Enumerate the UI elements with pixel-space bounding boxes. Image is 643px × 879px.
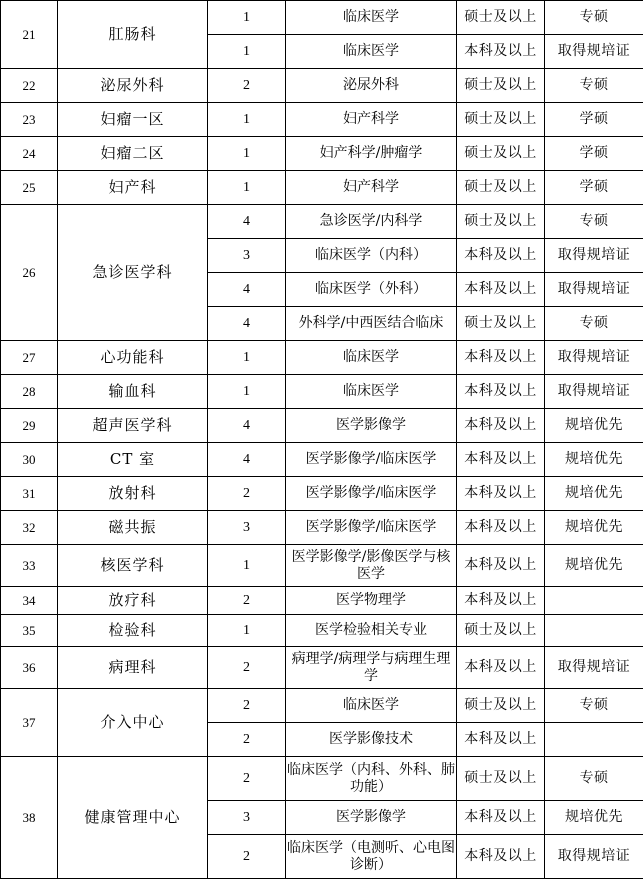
major-requirement: 妇产科学/肿瘤学: [286, 137, 457, 171]
education-requirement: 本科及以上: [457, 35, 545, 69]
department-name: CT 室: [58, 443, 208, 477]
education-requirement: 硕士及以上: [457, 689, 545, 723]
education-requirement: 本科及以上: [457, 511, 545, 545]
remark: 学硕: [545, 103, 643, 137]
remark: 专硕: [545, 69, 643, 103]
remark: 规培优先: [545, 545, 643, 587]
major-requirement: 医学影像学/影像医学与核医学: [286, 545, 457, 587]
table-row: [1, 443, 643, 477]
table-row: [1, 757, 643, 801]
major-requirement: 临床医学（外科）: [286, 273, 457, 307]
education-requirement: 硕士及以上: [457, 615, 545, 647]
major-requirement: 临床医学: [286, 375, 457, 409]
headcount: 1: [208, 545, 286, 587]
major-requirement: 妇产科学: [286, 103, 457, 137]
headcount: 2: [208, 587, 286, 615]
remark: 规培优先: [545, 477, 643, 511]
major-requirement: 临床医学: [286, 35, 457, 69]
education-requirement: 硕士及以上: [457, 205, 545, 239]
department-name: 妇瘤二区: [58, 137, 208, 171]
major-requirement: 妇产科学: [286, 171, 457, 205]
headcount: 2: [208, 757, 286, 801]
major-requirement: 医学检验相关专业: [286, 615, 457, 647]
table-row: [1, 69, 643, 103]
education-requirement: 本科及以上: [457, 477, 545, 511]
remark: 学硕: [545, 137, 643, 171]
row-number: 31: [1, 477, 58, 511]
remark: 专硕: [545, 307, 643, 341]
major-requirement: 外科学/中西医结合临床: [286, 307, 457, 341]
education-requirement: 硕士及以上: [457, 171, 545, 205]
department-name: 超声医学科: [58, 409, 208, 443]
department-name: 检验科: [58, 615, 208, 647]
table-row: [1, 171, 643, 205]
major-requirement: 临床医学（内科、外科、肺功能）: [286, 757, 457, 801]
major-requirement: 医学影像技术: [286, 723, 457, 757]
remark: 规培优先: [545, 443, 643, 477]
headcount: 4: [208, 443, 286, 477]
major-requirement: 医学影像学: [286, 801, 457, 835]
row-number: 38: [1, 757, 58, 879]
table-row: [1, 137, 643, 171]
major-requirement: 临床医学: [286, 1, 457, 35]
row-number: 28: [1, 375, 58, 409]
headcount: 1: [208, 375, 286, 409]
headcount: 4: [208, 307, 286, 341]
row-number: 23: [1, 103, 58, 137]
headcount: 1: [208, 35, 286, 69]
table-row: [1, 205, 643, 239]
education-requirement: 硕士及以上: [457, 1, 545, 35]
headcount: 2: [208, 69, 286, 103]
table-body: [1, 1, 643, 879]
department-name: 输血科: [58, 375, 208, 409]
remark: 取得规培证: [545, 35, 643, 69]
education-requirement: 本科及以上: [457, 545, 545, 587]
remark: [545, 615, 643, 647]
education-requirement: 硕士及以上: [457, 137, 545, 171]
headcount: 1: [208, 341, 286, 375]
headcount: 1: [208, 137, 286, 171]
table-row: [1, 341, 643, 375]
major-requirement: 医学物理学: [286, 587, 457, 615]
education-requirement: 硕士及以上: [457, 69, 545, 103]
education-requirement: 本科及以上: [457, 375, 545, 409]
headcount: 1: [208, 103, 286, 137]
row-number: 27: [1, 341, 58, 375]
education-requirement: 硕士及以上: [457, 103, 545, 137]
table-row: [1, 689, 643, 723]
remark: 规培优先: [545, 801, 643, 835]
table-row: [1, 409, 643, 443]
headcount: 3: [208, 239, 286, 273]
row-number: 24: [1, 137, 58, 171]
major-requirement: 临床医学: [286, 689, 457, 723]
headcount: 2: [208, 647, 286, 689]
education-requirement: 本科及以上: [457, 723, 545, 757]
headcount: 4: [208, 205, 286, 239]
table-row: [1, 545, 643, 587]
department-name: 核医学科: [58, 545, 208, 587]
remark: 取得规培证: [545, 273, 643, 307]
row-number: 37: [1, 689, 58, 757]
row-number: 21: [1, 1, 58, 69]
department-name: 泌尿外科: [58, 69, 208, 103]
remark: 专硕: [545, 205, 643, 239]
remark: 规培优先: [545, 409, 643, 443]
education-requirement: 本科及以上: [457, 443, 545, 477]
row-number: 35: [1, 615, 58, 647]
department-name: 放疗科: [58, 587, 208, 615]
major-requirement: 医学影像学: [286, 409, 457, 443]
remark: 规培优先: [545, 511, 643, 545]
headcount: 3: [208, 801, 286, 835]
row-number: 36: [1, 647, 58, 689]
remark: 取得规培证: [545, 375, 643, 409]
education-requirement: 本科及以上: [457, 341, 545, 375]
headcount: 2: [208, 723, 286, 757]
remark: [545, 723, 643, 757]
row-number: 29: [1, 409, 58, 443]
major-requirement: 医学影像学/临床医学: [286, 477, 457, 511]
major-requirement: 病理学/病理学与病理生理学: [286, 647, 457, 689]
remark: 取得规培证: [545, 835, 643, 879]
remark: 专硕: [545, 1, 643, 35]
headcount: 1: [208, 171, 286, 205]
row-number: 34: [1, 587, 58, 615]
headcount: 1: [208, 1, 286, 35]
row-number: 25: [1, 171, 58, 205]
major-requirement: 临床医学: [286, 341, 457, 375]
department-name: 健康管理中心: [58, 757, 208, 879]
table-row: [1, 647, 643, 689]
department-name: 介入中心: [58, 689, 208, 757]
remark: 取得规培证: [545, 647, 643, 689]
major-requirement: 医学影像学/临床医学: [286, 443, 457, 477]
remark: [545, 587, 643, 615]
education-requirement: 本科及以上: [457, 835, 545, 879]
department-name: 妇瘤一区: [58, 103, 208, 137]
headcount: 4: [208, 409, 286, 443]
headcount: 4: [208, 273, 286, 307]
education-requirement: 本科及以上: [457, 647, 545, 689]
education-requirement: 硕士及以上: [457, 307, 545, 341]
department-name: 病理科: [58, 647, 208, 689]
headcount: 2: [208, 689, 286, 723]
table-row: [1, 587, 643, 615]
remark: 取得规培证: [545, 239, 643, 273]
education-requirement: 本科及以上: [457, 239, 545, 273]
remark: 专硕: [545, 689, 643, 723]
row-number: 22: [1, 69, 58, 103]
remark: 取得规培证: [545, 341, 643, 375]
department-name: 心功能科: [58, 341, 208, 375]
headcount: 2: [208, 835, 286, 879]
major-requirement: 临床医学（电测听、心电图诊断）: [286, 835, 457, 879]
table-row: [1, 477, 643, 511]
department-name: 急诊医学科: [58, 205, 208, 341]
department-name: 放射科: [58, 477, 208, 511]
education-requirement: 本科及以上: [457, 409, 545, 443]
major-requirement: 医学影像学/临床医学: [286, 511, 457, 545]
row-number: 30: [1, 443, 58, 477]
department-name: 磁共振: [58, 511, 208, 545]
table-row: [1, 511, 643, 545]
remark: 专硕: [545, 757, 643, 801]
row-number: 33: [1, 545, 58, 587]
major-requirement: 临床医学（内科）: [286, 239, 457, 273]
education-requirement: 本科及以上: [457, 587, 545, 615]
headcount: 3: [208, 511, 286, 545]
department-name: 肛肠科: [58, 1, 208, 69]
table-row: [1, 615, 643, 647]
row-number: 26: [1, 205, 58, 341]
education-requirement: 硕士及以上: [457, 757, 545, 801]
row-number: 32: [1, 511, 58, 545]
education-requirement: 本科及以上: [457, 273, 545, 307]
remark: 学硕: [545, 171, 643, 205]
department-name: 妇产科: [58, 171, 208, 205]
table-row: [1, 375, 643, 409]
education-requirement: 本科及以上: [457, 801, 545, 835]
headcount: 2: [208, 477, 286, 511]
headcount: 1: [208, 615, 286, 647]
table-row: [1, 103, 643, 137]
major-requirement: 急诊医学/内科学: [286, 205, 457, 239]
table-row: [1, 1, 643, 35]
major-requirement: 泌尿外科: [286, 69, 457, 103]
